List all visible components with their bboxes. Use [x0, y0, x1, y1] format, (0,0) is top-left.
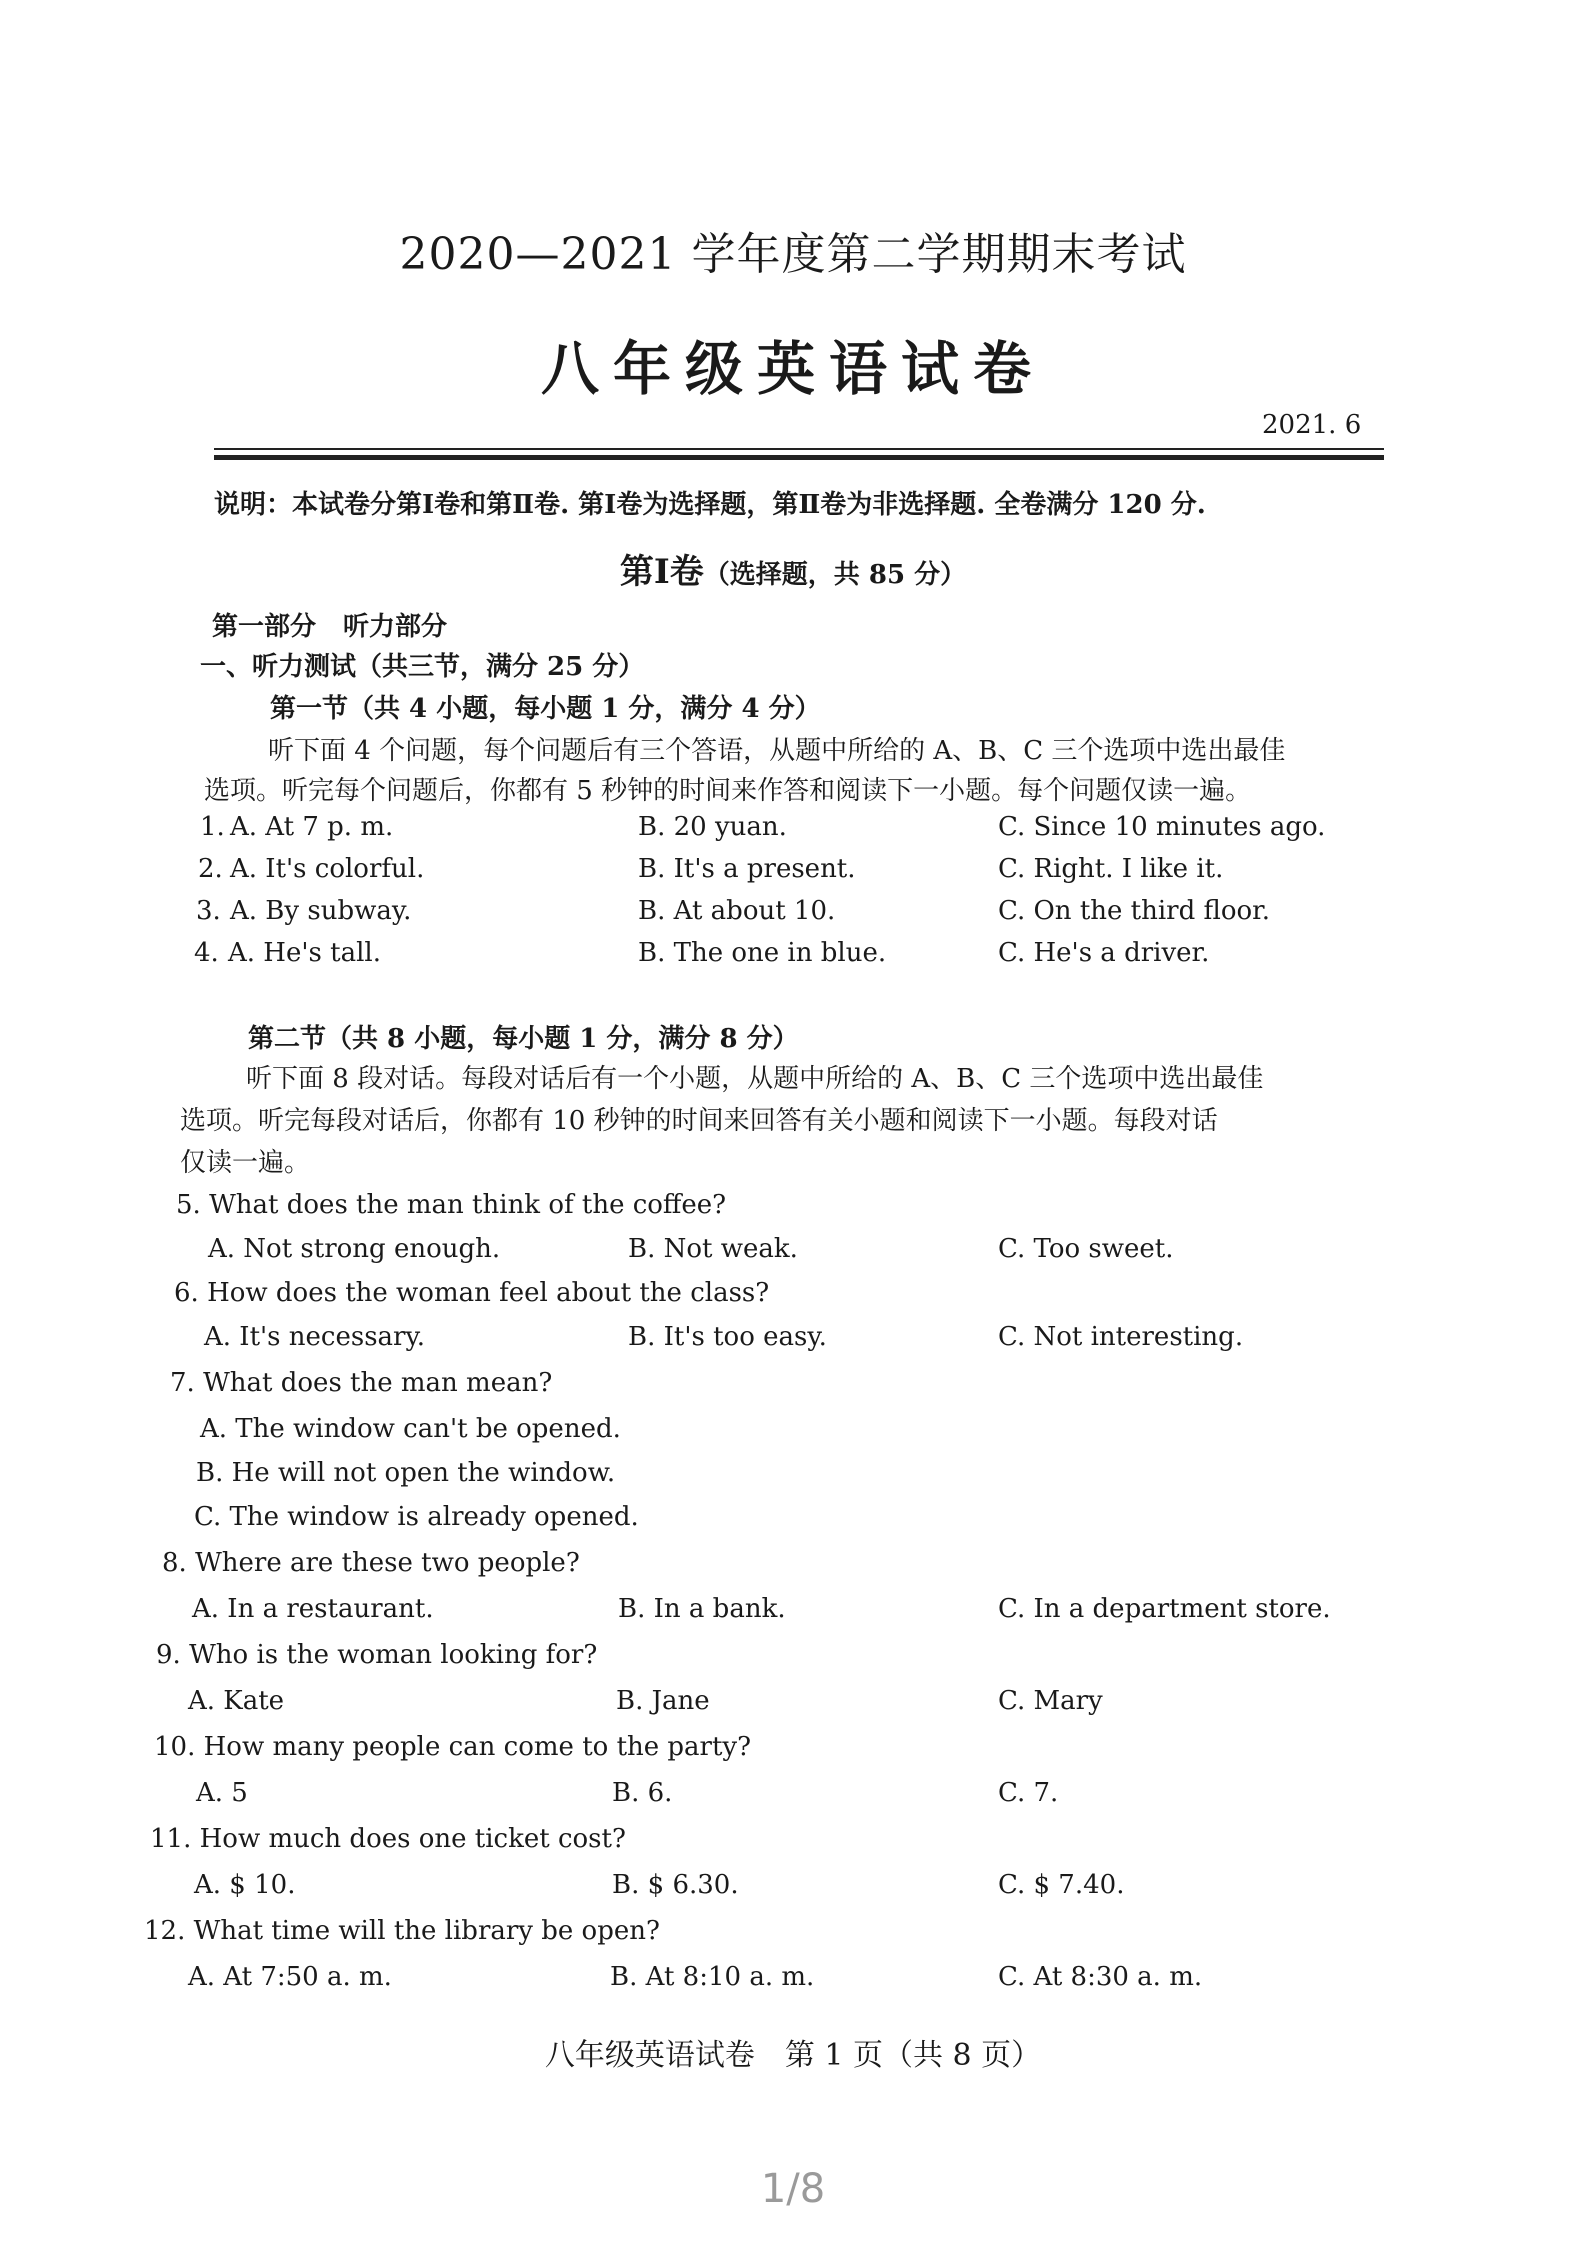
option-a: A. At 7:50 a. m. [188, 1962, 392, 1992]
section-2-title: 第二节（共 8 小题，每小题 1 分，满分 8 分） [248, 1024, 799, 1054]
header-divider-thin [214, 448, 1384, 450]
question-stem: 5. What does the man think of the coffee? [176, 1190, 727, 1220]
option-b: B. At 8:10 a. m. [610, 1962, 815, 1992]
option-c: C. At 8:30 a. m. [998, 1962, 1203, 1992]
volume-subtitle: （选择题，共 85 分） [703, 560, 967, 590]
option-c: C. Right. I like it. [998, 854, 1224, 884]
option-a: A. The window can't be opened. [200, 1414, 621, 1444]
option-b: B. He will not open the window. [196, 1458, 616, 1488]
question-stem: 12. What time will the library be open? [144, 1916, 660, 1946]
option-b: B. Jane [616, 1686, 710, 1716]
option-c: C. Mary [998, 1686, 1103, 1716]
option-a: A. He's tall. [228, 938, 381, 968]
section-1-directions-line: 选项。听完每个问题后，你都有 5 秒钟的时间来作答和阅读下一小题。每个问题仅读一遍。 [204, 776, 1252, 806]
question-number: 3. [196, 896, 221, 926]
question-stem: 10. How many people can come to the party? [154, 1732, 752, 1762]
option-b: B. At about 10. [638, 896, 836, 926]
question-stem: 8. Where are these two people? [162, 1548, 580, 1578]
question-stem: 6. How does the woman feel about the class? [174, 1278, 770, 1308]
option-b: B. It's too easy. [628, 1322, 827, 1352]
option-a: A. 5 [196, 1778, 248, 1808]
option-a: A. It's necessary. [204, 1322, 425, 1352]
option-a: A. $ 10. [194, 1870, 296, 1900]
option-b: B. It's a present. [638, 854, 856, 884]
exam-title: 2020—2021 学年度第二学期期末考试 [399, 229, 1187, 280]
section-1-directions-line: 听下面 4 个问题，每个问题后有三个答语，从题中所给的 A、B、C 三个选项中选出最佳 [268, 736, 1286, 766]
page-indicator: 1/8 [760, 2166, 826, 2212]
option-b: B. $ 6.30. [612, 1870, 739, 1900]
option-a: A. At 7 p. m. [230, 812, 394, 842]
option-a: A. Kate [188, 1686, 285, 1716]
section-1-title: 第一节（共 4 小题，每小题 1 分，满分 4 分） [270, 694, 821, 724]
option-c: C. On the third floor. [998, 896, 1270, 926]
option-a: A. It's colorful. [230, 854, 425, 884]
volume-title: 第Ⅰ卷 [619, 552, 704, 592]
header-divider-thick [214, 455, 1384, 460]
question-number: 2. [198, 854, 223, 884]
option-c: C. He's a driver. [998, 938, 1210, 968]
option-c: C. Not interesting. [998, 1322, 1244, 1352]
option-c: C. The window is already opened. [194, 1502, 639, 1532]
section-2-directions-line: 仅读一遍。 [180, 1148, 311, 1178]
option-a: A. Not strong enough. [208, 1234, 501, 1264]
question-number: 4. [194, 938, 219, 968]
listening-test-title: 一、听力测试（共三节，满分 25 分） [200, 652, 645, 682]
option-c: C. 7. [998, 1778, 1059, 1808]
section-2-directions-line: 听下面 8 段对话。每段对话后有一个小题，从题中所给的 A、B、C 三个选项中选出最佳 [246, 1064, 1264, 1094]
option-b: B. In a bank. [618, 1594, 786, 1624]
instructions: 说明：本试卷分第Ⅰ卷和第Ⅱ卷. 第Ⅰ卷为选择题，第Ⅱ卷为非选择题. 全卷满分 120 分. [214, 490, 1206, 520]
page-footer: 八年级英语试卷 第 1 页（共 8 页） [544, 2038, 1042, 2073]
paper-title: 八年级英语试卷 [540, 335, 1045, 403]
option-c: C. $ 7.40. [998, 1870, 1125, 1900]
option-b: B. The one in blue. [638, 938, 887, 968]
option-a: A. In a restaurant. [192, 1594, 434, 1624]
question-number: 1. [200, 812, 225, 842]
option-c: C. Since 10 minutes ago. [998, 812, 1326, 842]
option-c: C. Too sweet. [998, 1234, 1174, 1264]
option-b: B. 20 yuan. [638, 812, 787, 842]
part-title: 第一部分 听力部分 [212, 612, 448, 642]
option-c: C. In a department store. [998, 1594, 1331, 1624]
section-2-directions-line: 选项。听完每段对话后，你都有 10 秒钟的时间来回答有关小题和阅读下一小题。每段对话 [180, 1106, 1218, 1136]
question-stem: 11. How much does one ticket cost? [150, 1824, 626, 1854]
question-stem: 7. What does the man mean? [170, 1368, 553, 1398]
exam-date: 2021. 6 [1262, 410, 1362, 440]
option-b: B. 6. [612, 1778, 673, 1808]
option-a: A. By subway. [230, 896, 412, 926]
option-b: B. Not weak. [628, 1234, 798, 1264]
volume-heading [0, 544, 1586, 593]
question-stem: 9. Who is the woman looking for? [156, 1640, 598, 1670]
